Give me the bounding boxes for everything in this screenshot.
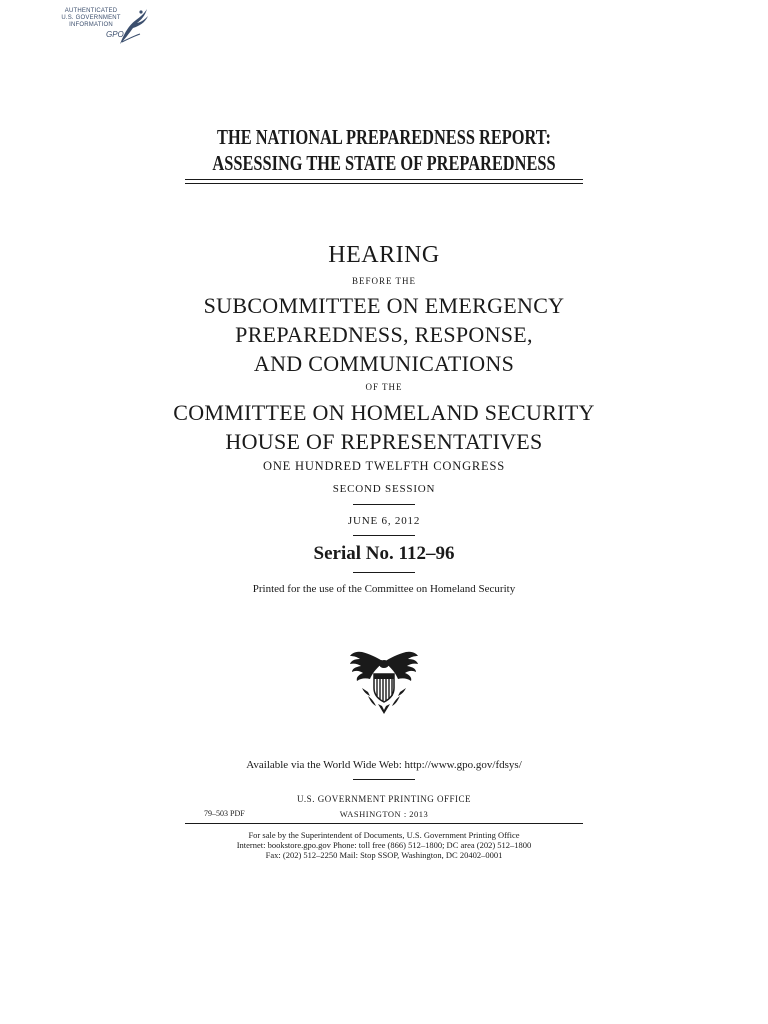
footer-rule [185, 823, 583, 824]
gpo-authentication-seal [58, 4, 150, 50]
subcommittee-line-3: AND COMMUNICATIONS [253, 351, 515, 376]
title-rule-bottom [185, 183, 583, 184]
hearing-date: JUNE 6, 2012 [347, 515, 421, 527]
session-rule [353, 504, 415, 505]
subcommittee-line-2: PREPAREDNESS, RESPONSE, [235, 322, 533, 347]
seal-line-2: U.S. GOVERNMENT [61, 15, 121, 21]
eagle-emblem-icon [348, 648, 420, 718]
availability-note: Available via the World Wide Web: http://www.gpo.gov/fdsys/ [246, 759, 522, 771]
of-the-label: OF THE [365, 382, 403, 392]
congress-label: ONE HUNDRED TWELFTH CONGRESS [263, 459, 505, 473]
seal-brand: GPO [106, 30, 124, 39]
gpo-authentication-seal-icon [114, 4, 150, 50]
sale-line-1: For sale by the Superintendent of Documents, U.S. Government Printing Office [248, 830, 520, 840]
hearing-heading: HEARING [328, 242, 440, 268]
subcommittee-line-1: SUBCOMMITTEE ON EMERGENCY [203, 293, 565, 318]
committee-line-2: HOUSE OF REPRESENTATIVES [225, 429, 543, 454]
before-the-label: BEFORE THE [351, 276, 417, 286]
serial-number: Serial No. 112–96 [313, 543, 455, 564]
committee-line-1: COMMITTEE ON HOMELAND SECURITY [173, 400, 595, 425]
sale-line-3: Fax: (202) 512–2250 Mail: Stop SSOP, Washington, DC 20402–0001 [265, 850, 503, 860]
serial-rule [353, 572, 415, 573]
seal-line-1: AUTHENTICATED [64, 8, 118, 14]
seal-line-3: INFORMATION [69, 22, 113, 28]
report-title-line-2: ASSESSING THE STATE OF PREPAREDNESS [212, 151, 556, 175]
title-rule-top [185, 179, 583, 180]
document-number: 79–503 PDF [204, 809, 245, 818]
date-rule [353, 535, 415, 536]
publication-location: WASHINGTON : 2013 [339, 809, 429, 819]
printed-for-note: Printed for the use of the Committee on Homeland Security [252, 583, 516, 595]
sale-line-2: Internet: bookstore.gpo.gov Phone: toll free (866) 512–1800; DC area (202) 512–1800 [236, 840, 532, 850]
report-title-line-1: THE NATIONAL PREPAREDNESS REPORT: [217, 125, 551, 149]
printing-office-label: U.S. GOVERNMENT PRINTING OFFICE [296, 794, 472, 804]
availability-rule [353, 779, 415, 780]
session-label: SECOND SESSION [332, 483, 436, 495]
